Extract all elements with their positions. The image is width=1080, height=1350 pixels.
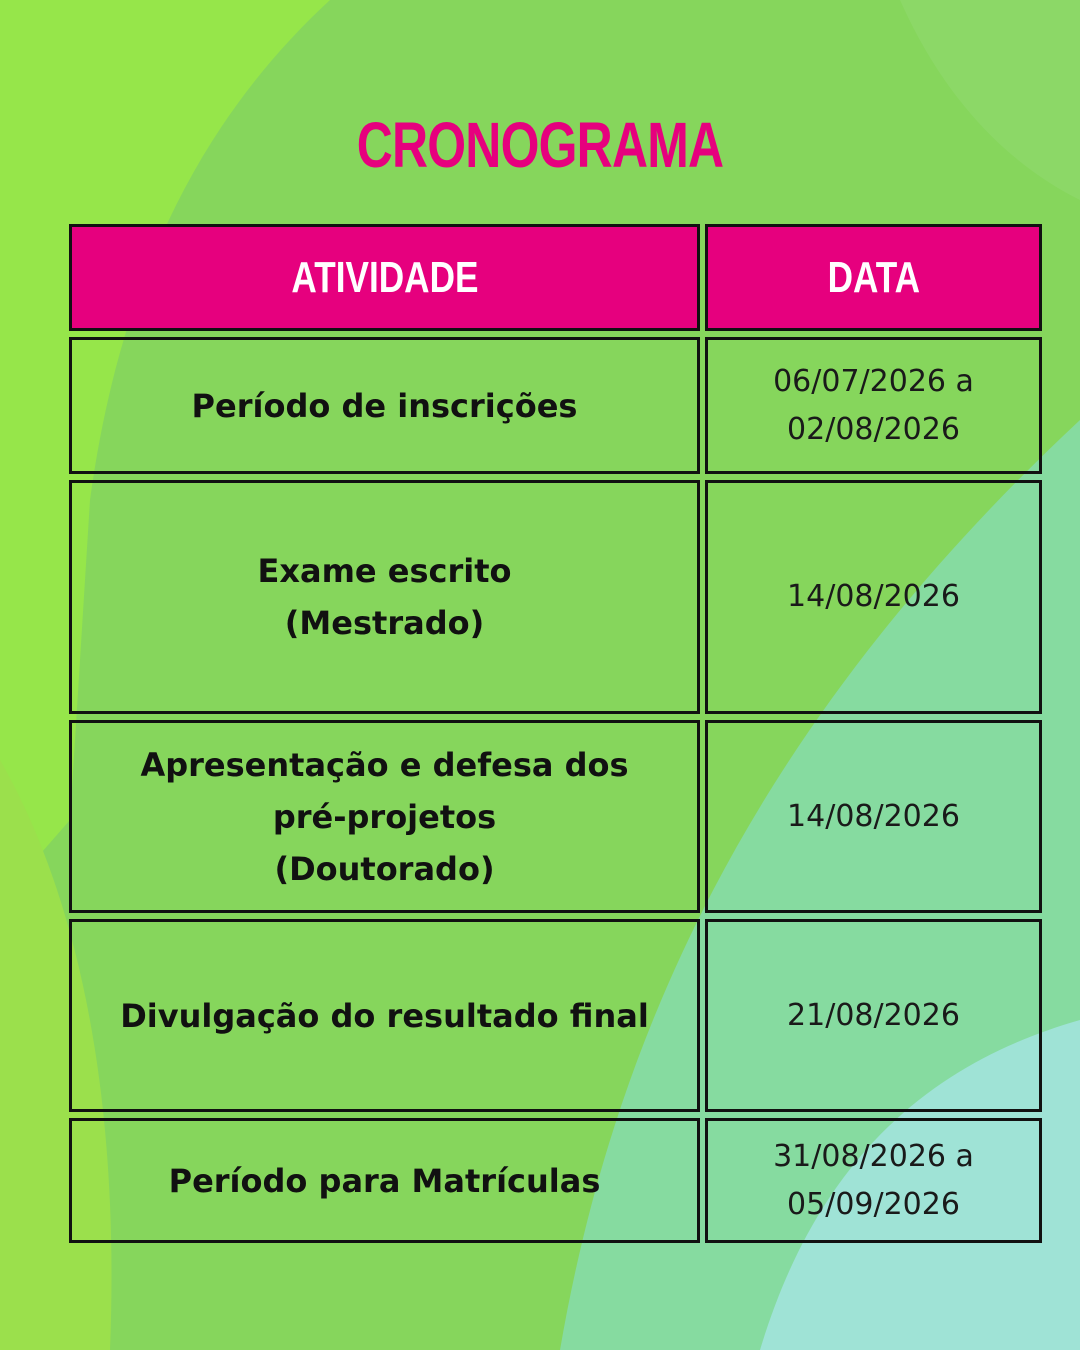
header-date: [705, 224, 1042, 331]
activity-cell: Exame escrito (Mestrado): [69, 480, 700, 714]
header-activity: [69, 224, 700, 331]
activity-cell: Apresentação e defesa dos pré-projetos (Doutorado): [69, 720, 700, 913]
header-activity-label: ATIVIDADE: [290, 252, 479, 302]
date-cell: 14/08/2026: [705, 480, 1042, 714]
activity-cell: Período de inscrições: [69, 337, 700, 474]
activity-cell: Divulgação do resultado final: [69, 919, 700, 1112]
date-cell: 21/08/2026: [705, 919, 1042, 1112]
activity-cell: Período para Matrículas: [69, 1118, 700, 1243]
date-cell: 14/08/2026: [705, 720, 1042, 913]
date-cell: 31/08/2026 a 05/09/2026: [705, 1118, 1042, 1243]
date-cell: 06/07/2026 a 02/08/2026: [705, 337, 1042, 474]
header-date-label: DATA: [827, 252, 920, 302]
page-title: CRONOGRAMA: [356, 109, 724, 181]
